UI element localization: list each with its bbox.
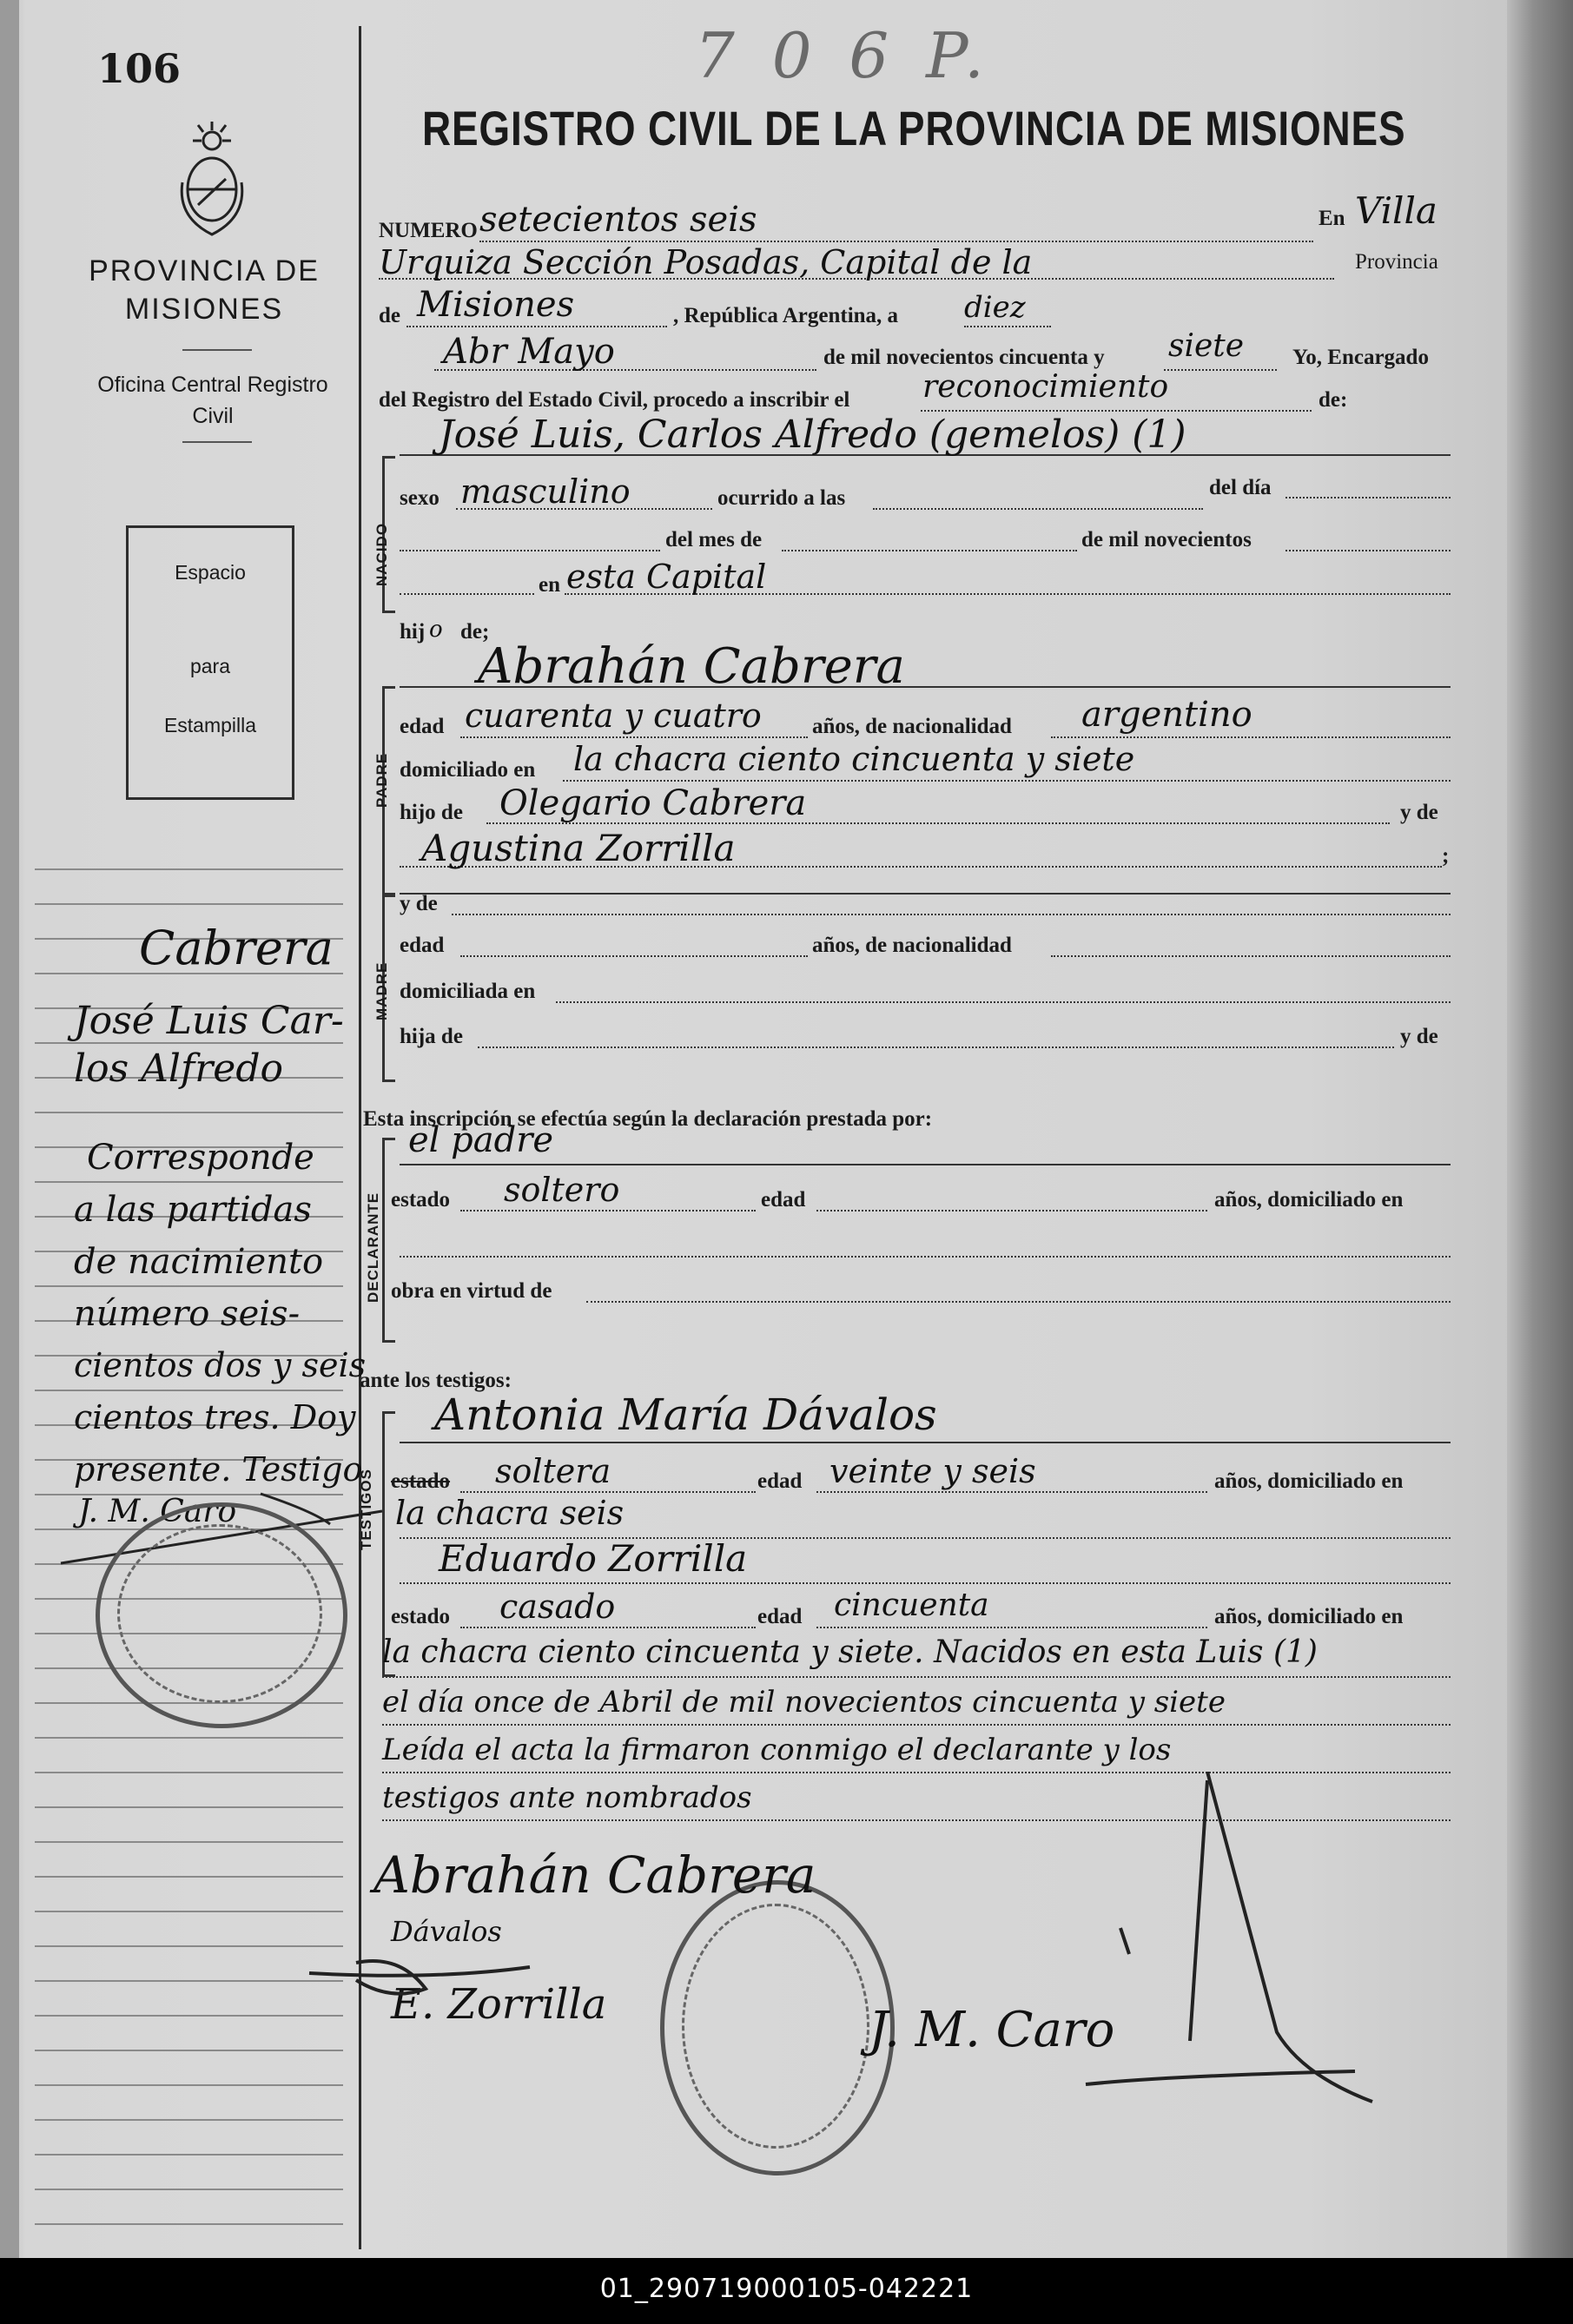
label-provincia: Provincia (1355, 250, 1438, 274)
section-label-testigos: TESTIGOS (358, 1469, 374, 1550)
label-yo-encargado: Yo, Encargado (1292, 346, 1429, 369)
label-domiciliada: domiciliada en (400, 980, 536, 1003)
section-bracket (382, 1138, 395, 1343)
label-de-mil-novecientos: de mil novecientos (1081, 528, 1252, 551)
label-de: de (379, 304, 400, 327)
value-anio: siete (1168, 328, 1245, 364)
label-hijo: hij (400, 620, 426, 644)
label-estado: estado (391, 1188, 451, 1212)
label-estado-t1: estado (391, 1469, 451, 1493)
label-estado-t2: estado (391, 1605, 451, 1628)
label-numero: NUMERO (379, 219, 478, 242)
label-ante-testigos: ante los testigos: (360, 1369, 512, 1392)
form-title: REGISTRO CIVIL DE LA PROVINCIA DE MISIONES (422, 101, 1406, 155)
label-hija-de: hija de (400, 1025, 463, 1048)
stamp-box-label: para (189, 655, 231, 677)
margin-note-line: Corresponde (87, 1138, 314, 1178)
page-number: 106 (97, 45, 182, 92)
label-sexo: sexo (400, 486, 440, 510)
value-dia: diez (964, 290, 1026, 325)
value-testigo1-edad: veinte y seis (829, 1452, 1036, 1490)
label-anos-nacionalidad: años, de nacionalidad (812, 715, 1012, 738)
margin-note-line: cientos tres. Doy (74, 1398, 356, 1436)
value-nota-line: testigos ante nombrados (382, 1780, 752, 1815)
value-declarante: el padre (408, 1120, 554, 1160)
office-label: Oficina Central Registro Civil (97, 373, 328, 428)
signature: Dávalos (391, 1915, 502, 1948)
signature: Abrahán Cabrera (373, 1845, 816, 1905)
value-testigo2: Eduardo Zorrilla (439, 1537, 748, 1580)
value-padre-madre: Agustina Zorrilla (421, 827, 736, 869)
value-padre-edad: cuarenta y cuatro (465, 697, 762, 735)
province-heading: PROVINCIA DE MISIONES (89, 254, 320, 326)
label-ocurrido: ocurrido a las (717, 486, 846, 510)
value-lugar-nac: esta Capital (566, 558, 767, 596)
label-esta-inscripcion: Esta inscripción se efectúa según la declaración prestada por: (363, 1107, 933, 1131)
value-declarante-estado: soltero (504, 1171, 620, 1209)
margin-surname: Cabrera (139, 921, 334, 975)
section-label-nacido: NACIDO (373, 522, 390, 586)
label-edad-t2: edad (757, 1605, 803, 1628)
label-edad-madre: edad (400, 934, 445, 957)
stamp-box (126, 525, 294, 800)
label-de-hijo: de; (460, 620, 490, 644)
section-label-padre: PADRE (373, 752, 390, 808)
margin-note-line: presente. Testigo (74, 1450, 363, 1489)
margin-note-line: número seis- (74, 1294, 301, 1334)
label-republica: , República Argentina, a (673, 304, 899, 327)
value-acto: reconocimiento (922, 369, 1169, 405)
label-y-de-madre: y de (400, 892, 438, 915)
margin-names: José Luis Car- (74, 999, 344, 1043)
label-de-colon: de: (1319, 388, 1348, 412)
label-anos-nac-madre: años, de nacionalidad (812, 934, 1012, 957)
seal-stamp-inner (117, 1524, 322, 1703)
signature: E. Zorrilla (391, 1980, 607, 2029)
label-edad: edad (400, 715, 445, 738)
label-y-de: y de (1400, 801, 1438, 824)
section-label-declarante: DECLARANTE (365, 1192, 381, 1303)
image-id: 01_290719000105-042221 (599, 2274, 974, 2304)
stamp-box-label: Estampilla (163, 714, 257, 736)
value-hijo-sufijo: o (429, 617, 443, 643)
value-provincia: Misiones (417, 285, 575, 325)
value-numero: setecientos seis (479, 200, 757, 240)
divider (182, 441, 252, 443)
label-en: En (1319, 207, 1345, 230)
label-semicolon: ; (1442, 844, 1450, 868)
value-padre-domicilio: la chacra ciento cincuenta y siete (573, 740, 1135, 778)
label-anos-dom-t2: años, domiciliado en (1214, 1605, 1404, 1628)
label-anos-domiciliado: años, domiciliado en (1214, 1188, 1404, 1212)
signature-strokes-icon (304, 1772, 1390, 2154)
label-anos-dom-t1: años, domiciliado en (1214, 1469, 1404, 1493)
margin-note-line: de nacimiento (74, 1242, 324, 1282)
value-nombre: José Luis, Carlos Alfredo (gemelos) (1) (439, 413, 1186, 457)
value-sexo: masculino (460, 472, 631, 511)
value-nota-line: Leída el acta la firmaron conmigo el declarante y los (382, 1733, 1172, 1767)
margin-note-signature: J. M. Caro (78, 1494, 237, 1529)
label-de-mil: de mil novecientos cincuenta y (823, 346, 1105, 369)
margin-names: los Alfredo (74, 1046, 283, 1091)
section-label-madre: MADRE (373, 961, 390, 1020)
pencil-annotation: 7 0 6 P. (695, 19, 993, 92)
label-domiciliado: domiciliado en (400, 758, 536, 782)
value-testigo1-estado: soltera (495, 1452, 611, 1490)
label-y-de-madre2: y de (1400, 1025, 1438, 1048)
value-padre-nombre: Abrahán Cabrera (478, 638, 905, 695)
divider (182, 349, 252, 351)
coat-of-arms-icon (172, 122, 252, 243)
label-del-mes: del mes de (665, 528, 763, 551)
label-hijo-de: hijo de (400, 801, 463, 824)
book-spine (0, 0, 19, 2258)
value-testigo1-dom: la chacra seis (395, 1494, 625, 1532)
value-en: Villa (1355, 189, 1438, 232)
label-del-registro: del Registro del Estado Civil, procedo a inscribir el (379, 388, 850, 412)
label-obra: obra en virtud de (391, 1279, 552, 1303)
value-nota-line: la chacra ciento cincuenta y siete. Nacidos en esta Luis (1) (382, 1634, 1318, 1670)
stamp-box-label: Espacio (175, 561, 246, 584)
margin-note-line: cientos dos y seis (74, 1346, 367, 1384)
value-testigo1: Antonia María Dávalos (434, 1390, 937, 1440)
label-en-lugar: en (539, 573, 560, 597)
label-del-dia: del día (1209, 476, 1272, 499)
value-padre-nacionalidad: argentino (1081, 695, 1252, 735)
signature: J. M. Caro (869, 2002, 1115, 2058)
value-nota-line: el día once de Abril de mil novecientos cincuenta y siete (382, 1685, 1226, 1720)
margin-note-line: a las partidas (74, 1190, 312, 1230)
value-lugar: Urquiza Sección Posadas, Capital de la (379, 243, 1033, 281)
value-testigo2-edad: cincuenta (834, 1588, 989, 1623)
label-edad-t1: edad (757, 1469, 803, 1493)
value-mes: Abr Mayo (443, 332, 615, 372)
page-edge (1507, 0, 1573, 2275)
value-testigo2-estado: casado (499, 1588, 616, 1626)
label-edad-declarante: edad (761, 1188, 806, 1212)
value-padre-hijo-de: Olegario Cabrera (499, 783, 807, 823)
